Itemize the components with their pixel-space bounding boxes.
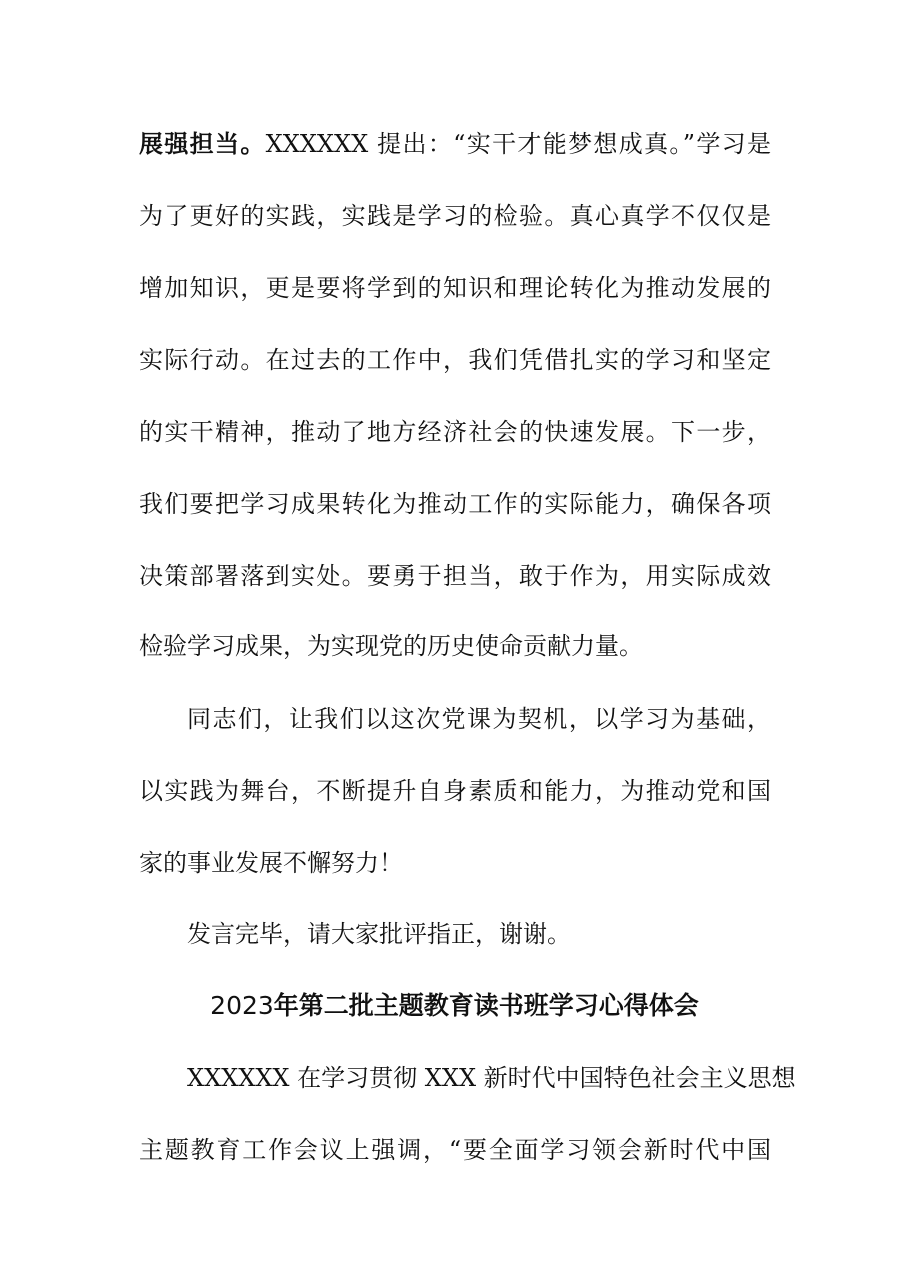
paragraph-3-line-1: 发言完毕，请大家批评指正，谢谢。 (187, 920, 571, 948)
heading-title: 年第二批主题教育读书班学习心得体会 (273, 991, 699, 1020)
paragraph-1-line-2: 为了更好的实践，实践是学习的检验。真心真学不仅仅是 (139, 202, 771, 230)
paragraph-1-line-5: 的实干精神，推动了地方经济社会的快速发展。下一步， (139, 418, 771, 446)
paragraph-2-line-1: 同志们，让我们以这次党课为契机，以学习为基础， (187, 705, 771, 733)
paragraph-1-line-4: 实际行动。在过去的工作中，我们凭借扎实的学习和坚定 (139, 346, 771, 374)
paragraph-1-line-1-text: XXXXXX 提出：“实干才能梦想成真。”学习是 (265, 130, 772, 158)
heading-year: 2023 (210, 991, 274, 1020)
paragraph-1-line-3: 增加知识，更是要将学到的知识和理论转化为推动发展的 (139, 274, 771, 302)
paragraph-2-line-3: 家的事业发展不懈努力！ (139, 849, 403, 877)
paragraph-1-line-8: 检验学习成果，为实现党的历史使命贡献力量。 (139, 632, 643, 660)
paragraph-2-line-2: 以实践为舞台，不断提升自身素质和能力，为推动党和国 (139, 777, 771, 805)
paragraph-1-line-7: 决策部署落到实处。要勇于担当，敢于作为，用实际成效 (139, 562, 771, 590)
paragraph-4-line-2: 主题教育工作会议上强调，“要全面学习领会新时代中国 (139, 1136, 771, 1164)
bold-lead-phrase: 展强担当。 (139, 129, 266, 158)
paragraph-1-line-1 (139, 128, 771, 160)
paragraph-1-line-6: 我们要把学习成果转化为推动工作的实际能力，确保各项 (139, 490, 771, 518)
section-heading (0, 989, 909, 1023)
paragraph-4-line-1: XXXXXX 在学习贯彻 XXX 新时代中国特色社会主义思想 (187, 1064, 796, 1092)
